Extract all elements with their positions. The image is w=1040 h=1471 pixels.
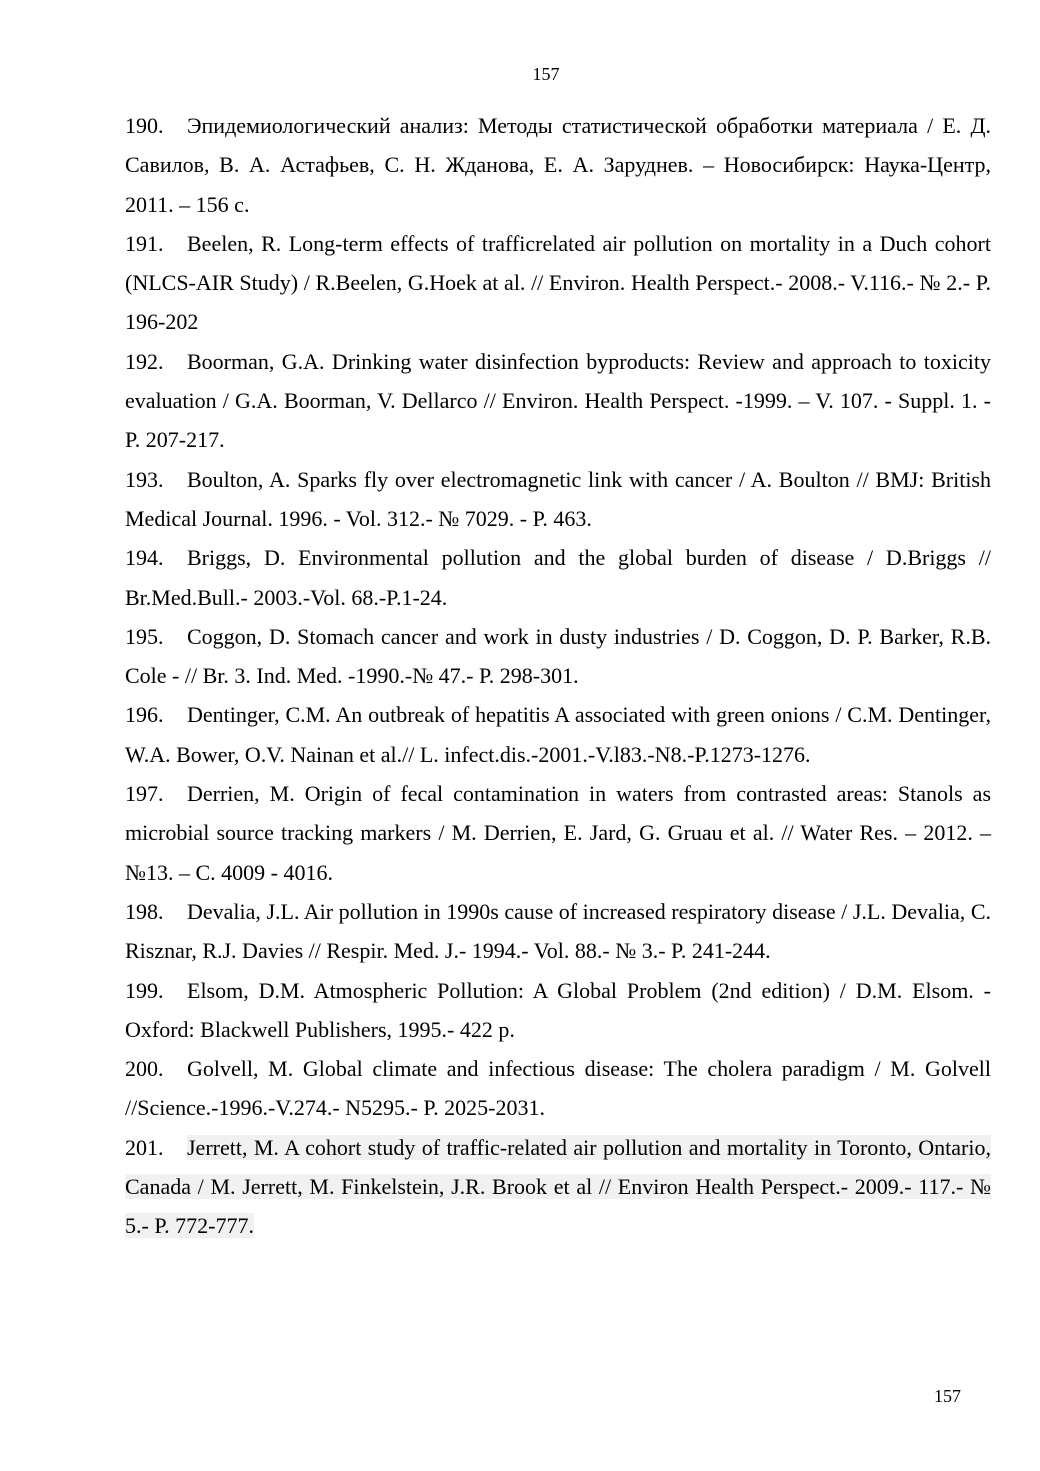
reference-text: Beelen, R. Long-term effects of trafficrelated air pollution on mortality in a Duch cohort (NLCS-AIR Study) / R.Beelen, G.Hoek at al. // Environ. Health Perspect.- 2008.- V.116.- № 2.- P. 196-202 (125, 230, 991, 335)
reference-item (125, 342, 991, 460)
reference-text: Boulton, A. Sparks fly over electromagnetic link with cancer / A. Boulton // BMJ: British Medical Journal. 1996. - Vol. 312.- № 7029. - P. 463. (125, 466, 991, 531)
reference-item (125, 774, 991, 892)
reference-number: 191. (125, 230, 164, 256)
reference-list (125, 106, 991, 1246)
reference-item (125, 538, 991, 617)
reference-item (125, 617, 991, 696)
reference-item (125, 224, 991, 342)
reference-number: 193. (125, 466, 164, 492)
reference-text: Boorman, G.A. Drinking water disinfection byproducts: Review and approach to toxicity evaluation / G.A. Boorman, V. Dellarco // Environ. Health Perspect. -1999. – V. 107. - Suppl. 1. - P. 207-217. (125, 348, 991, 453)
reference-item (125, 971, 991, 1050)
reference-number: 195. (125, 623, 164, 649)
reference-text: Golvell, M. Global climate and infectious disease: The cholera paradigm / M. Golvell //Science.-1996.-V.274.- N5295.- P. 2025-2031. (125, 1056, 991, 1121)
reference-number: 196. (125, 702, 164, 728)
reference-text: Elsom, D.M. Atmospheric Pollution: A Global Problem (2nd edition) / D.M. Elsom. - Oxford: Blackwell Publishers, 1995.- 422 p. (125, 977, 991, 1042)
reference-number: 201. (125, 1134, 164, 1160)
reference-item-highlighted (125, 1128, 991, 1246)
reference-text: Эпидемиологический анализ: Методы статистической обработки материала / Е. Д. Савилов, В. А. Астафьев, С. Н. Жданова, Е. А. Заруднев. – Новосибирск: Наука-Центр, 2011. – 156 с. (125, 113, 991, 217)
reference-text: Dentinger, C.M. An outbreak of hepatitis A associated with green onions / C.M. Dentinger, W.A. Bower, O.V. Nainan et al.// L. infect.dis.-2001.-V.l83.-N8.-P.1273-1276. (125, 702, 991, 767)
reference-item (125, 106, 991, 224)
reference-item (125, 892, 991, 971)
page-number-top: 157 (532, 64, 560, 84)
reference-text: Devalia, J.L. Air pollution in 1990s cause of increased respiratory disease / J.L. Devalia, C. Risznar, R.J. Davies // Respir. Med. J.- 1994.- Vol. 88.- № 3.- P. 241-244. (125, 898, 991, 964)
reference-number: 199. (125, 977, 164, 1003)
reference-number: 192. (125, 348, 164, 374)
reference-item (125, 460, 991, 539)
reference-text: Derrien, M. Origin of fecal contamination in waters from contrasted areas: Stanols as microbial source tracking markers / M. Derrien, E. Jard, G. Gruau et al. // Water Res. – 2012. – №13. – С. 4009 - 4016. (125, 781, 991, 885)
reference-text: Briggs, D. Environmental pollution and the global burden of disease / D.Briggs // Br.Med.Bull.- 2003.-Vol. 68.-P.1-24. (125, 545, 991, 610)
page-number-bottom: 157 (934, 1386, 961, 1406)
reference-text: Coggon, D. Stomach cancer and work in dusty industries / D. Coggon, D. P. Barker, R.B. Cole - // Br. 3. Ind. Med. -1990.-№ 47.- P. 298-301. (125, 623, 991, 689)
reference-number: 197. (125, 781, 164, 807)
reference-item (125, 695, 991, 774)
reference-number: 198. (125, 898, 164, 924)
reference-number: 190. (125, 113, 164, 138)
reference-item (125, 1049, 991, 1128)
reference-number: 194. (125, 545, 164, 571)
reference-text: Jerrett, M. A cohort study of traffic-related air pollution and mortality in Toronto, Ontario, Canada / M. Jerrett, M. Finkelstein, J.R. Brook et al // Environ Health Perspect.- 2009.- 117.- № 5.- P. 772-777. (125, 1134, 991, 1239)
reference-number: 200. (125, 1056, 164, 1082)
